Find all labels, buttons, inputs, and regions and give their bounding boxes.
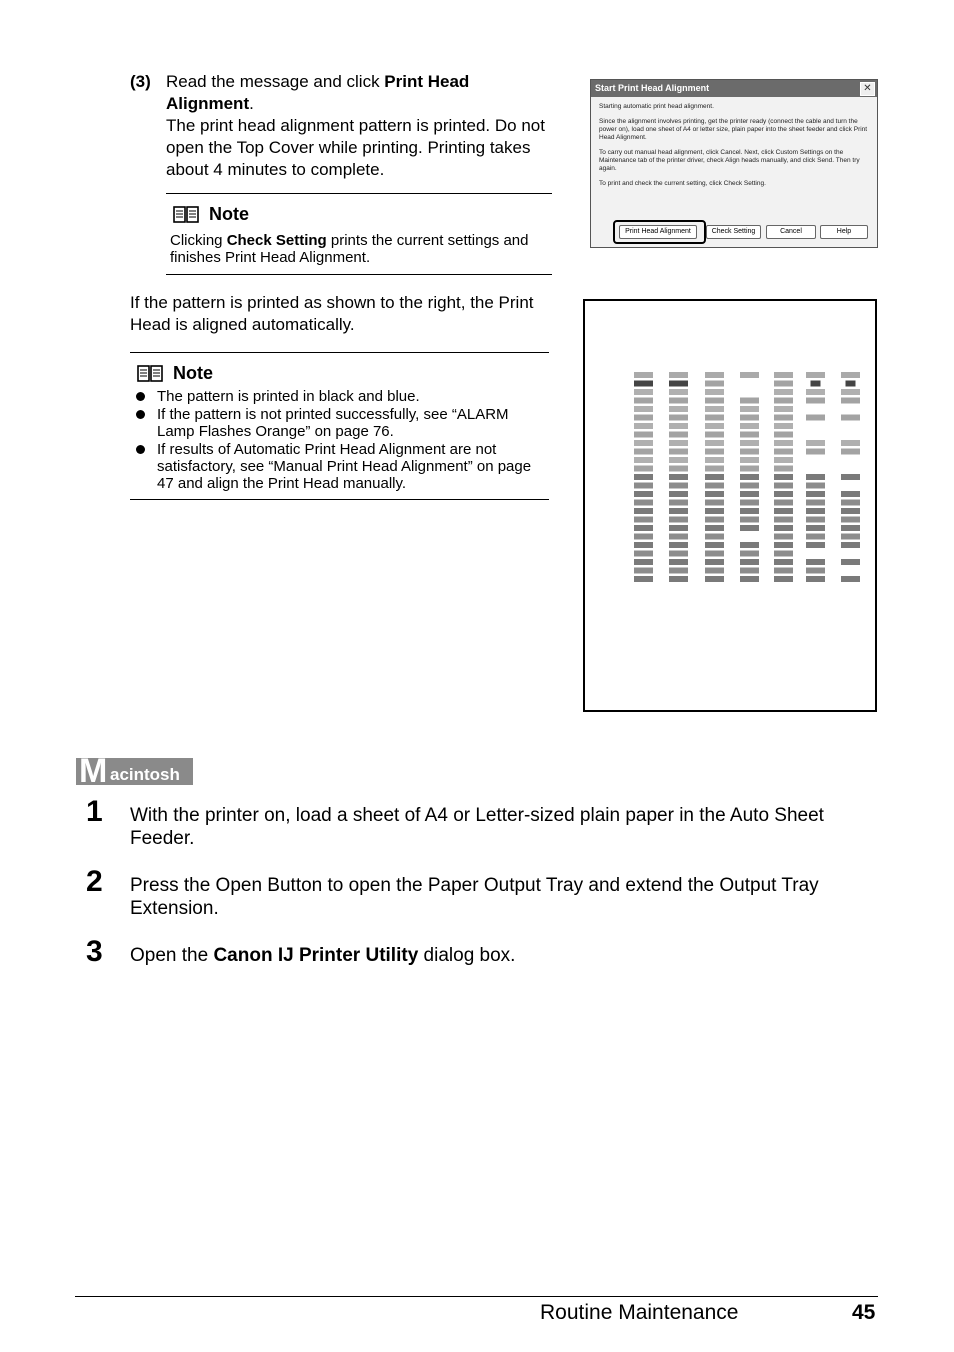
footer-rule — [75, 1296, 878, 1297]
pattern-block — [841, 534, 860, 540]
pattern-block — [806, 491, 825, 497]
print-head-alignment-button[interactable]: Print Head Alignment — [619, 225, 697, 239]
footer-section-title: Routine Maintenance — [540, 1301, 739, 1324]
dialog-title-bar — [591, 80, 877, 97]
pattern-block — [705, 406, 724, 412]
pattern-block — [669, 398, 688, 404]
pattern-block — [669, 491, 688, 497]
pattern-block — [841, 517, 860, 523]
note2-bottom-rule — [130, 499, 549, 500]
pattern-block — [740, 517, 759, 523]
dialog-title: Start Print Head Alignment — [595, 83, 710, 93]
pattern-block — [634, 372, 653, 378]
note1-button-ref: Check Setting — [226, 232, 327, 249]
pattern-block — [705, 491, 724, 497]
substep-number: (3) — [130, 72, 151, 91]
mac-tag-rest: acintosh — [110, 765, 180, 784]
pattern-block — [669, 517, 688, 523]
pattern-block — [634, 517, 653, 523]
book-icon — [137, 365, 163, 382]
pattern-block — [841, 474, 860, 480]
pattern-block — [705, 474, 724, 480]
pattern-block — [634, 551, 653, 557]
pattern-block — [634, 576, 653, 582]
pattern-block — [634, 525, 653, 531]
pattern-block — [841, 389, 860, 395]
pattern-block — [740, 483, 759, 489]
note2-list — [130, 388, 545, 493]
pattern-block — [774, 449, 793, 455]
pattern-block — [841, 525, 860, 531]
pattern-block — [634, 406, 653, 412]
pattern-block — [774, 534, 793, 540]
step-text: Press the Open Button to open the Paper Output Tray and extend the Output Tray Extension. — [130, 875, 819, 919]
note1-header — [173, 204, 249, 225]
pattern-block — [705, 423, 724, 429]
pattern-block — [740, 406, 759, 412]
pattern-block — [740, 491, 759, 497]
pattern-block — [705, 542, 724, 548]
pattern-block — [669, 432, 688, 438]
mac-tag-initial: M — [79, 752, 108, 790]
pattern-block — [634, 559, 653, 565]
pattern-block — [634, 415, 653, 421]
pattern-block — [806, 534, 825, 540]
cancel-button[interactable]: Cancel — [766, 225, 816, 239]
pattern-block — [806, 568, 825, 574]
pattern-block — [705, 500, 724, 506]
pattern-block — [634, 508, 653, 514]
pattern-block — [774, 406, 793, 412]
note2-header — [137, 363, 213, 384]
pattern-block — [705, 381, 724, 387]
pattern-block — [774, 457, 793, 463]
pattern-block — [841, 542, 860, 548]
pattern-block — [705, 457, 724, 463]
pattern-block — [806, 483, 825, 489]
pattern-block — [740, 432, 759, 438]
dialog-body — [591, 97, 877, 201]
pattern-block — [669, 559, 688, 565]
pattern-block — [705, 534, 724, 540]
pattern-block — [705, 389, 724, 395]
pattern-block — [806, 525, 825, 531]
pattern-block — [669, 525, 688, 531]
pattern-block — [774, 372, 793, 378]
pattern-block — [774, 491, 793, 497]
step-text-post: dialog box. — [418, 945, 516, 966]
step-text — [130, 944, 890, 967]
page-number: 45 — [852, 1301, 876, 1324]
pattern-block — [634, 483, 653, 489]
pattern-block — [841, 576, 860, 582]
pattern-block — [705, 508, 724, 514]
pattern-block — [634, 449, 653, 455]
alignment-pattern-illustration — [583, 299, 877, 712]
pattern-block — [740, 559, 759, 565]
pattern-block — [806, 474, 825, 480]
pattern-block — [740, 525, 759, 531]
pattern-block — [811, 381, 821, 387]
pattern-block — [634, 474, 653, 480]
pattern-block — [705, 517, 724, 523]
note2-top-rule — [130, 352, 549, 353]
book-icon — [173, 206, 199, 223]
pattern-block — [774, 432, 793, 438]
pattern-block — [705, 568, 724, 574]
pattern-block — [774, 398, 793, 404]
pattern-block — [740, 466, 759, 472]
pattern-block — [669, 389, 688, 395]
pattern-block — [740, 457, 759, 463]
pattern-block — [669, 466, 688, 472]
substep-period: . — [249, 94, 254, 113]
pattern-block — [774, 474, 793, 480]
pattern-block — [806, 398, 825, 404]
list-item: The pattern is printed in black and blue. — [130, 388, 545, 405]
note1-text — [170, 232, 552, 266]
step-text: With the printer on, load a sheet of A4 or Letter-sized plain paper in the Auto Sheet Feeder. — [130, 805, 824, 849]
pattern-block — [774, 423, 793, 429]
pattern-block — [634, 466, 653, 472]
note1-text-post: prints the current settings and finishes Print Head Alignment. — [170, 232, 529, 266]
step-number: 1 — [86, 795, 103, 828]
note1-top-rule — [166, 193, 552, 194]
pattern-block — [705, 576, 724, 582]
pattern-block — [774, 381, 793, 387]
pattern-block — [806, 415, 825, 421]
pattern-block — [740, 474, 759, 480]
substep-instruction: Read the message and click — [166, 72, 385, 91]
pattern-block — [705, 398, 724, 404]
pattern-block — [634, 423, 653, 429]
pattern-block — [774, 525, 793, 531]
pattern-block — [740, 372, 759, 378]
pattern-block — [774, 559, 793, 565]
pattern-block — [806, 542, 825, 548]
list-item: If the pattern is not printed successfully, see “ALARM Lamp Flashes Orange” on page 76. — [130, 406, 545, 440]
pattern-block — [806, 508, 825, 514]
pattern-block — [841, 449, 860, 455]
pattern-block — [740, 500, 759, 506]
pattern-block — [669, 423, 688, 429]
list-item: If results of Automatic Print Head Alignment are not satisfactory, see “Manual Print Head Alignment” on page 47 and align the Print Head manually. — [130, 441, 545, 492]
pattern-block — [669, 542, 688, 548]
pattern-block — [740, 542, 759, 548]
pattern-block — [740, 551, 759, 557]
pattern-block — [705, 449, 724, 455]
dialog-paragraph: Since the alignment involves printing, get the printer ready (connect the cable and turn the power on), load one sheet of A4 or letter size, plain paper into the sheet feeder and click Print Head Alignment. — [599, 118, 868, 141]
pattern-block — [774, 440, 793, 446]
pattern-block — [774, 415, 793, 421]
pattern-block — [669, 508, 688, 514]
pattern-block — [669, 372, 688, 378]
pattern-block — [669, 483, 688, 489]
pattern-block — [634, 398, 653, 404]
pattern-block — [774, 483, 793, 489]
pattern-block — [740, 568, 759, 574]
pattern-block — [774, 576, 793, 582]
dialog-paragraph: To carry out manual head alignment, click Cancel. Next, click Custom Settings on the Maintenance tab of the printer driver, check Align heads manually, and click Send. Then try again. — [599, 149, 860, 172]
pattern-block — [669, 568, 688, 574]
pattern-block — [774, 500, 793, 506]
pattern-block — [634, 568, 653, 574]
pattern-block — [634, 500, 653, 506]
pattern-block — [669, 457, 688, 463]
pattern-block — [740, 440, 759, 446]
pattern-block — [841, 372, 860, 378]
pattern-block — [846, 381, 856, 387]
pattern-block — [669, 449, 688, 455]
step-number: 3 — [86, 935, 103, 968]
pattern-block — [669, 534, 688, 540]
pattern-description: If the pattern is printed as shown to the right, the Print Head is aligned automatically. — [130, 293, 534, 334]
pattern-block — [669, 551, 688, 557]
pattern-block — [774, 551, 793, 557]
pattern-block — [669, 500, 688, 506]
pattern-block — [705, 440, 724, 446]
note2-title: Note — [173, 363, 213, 383]
pattern-block — [669, 474, 688, 480]
pattern-block — [634, 440, 653, 446]
pattern-block — [634, 389, 653, 395]
start-print-head-alignment-dialog — [590, 79, 878, 248]
pattern-block — [705, 372, 724, 378]
pattern-block — [740, 423, 759, 429]
step-text-pre: Open the — [130, 945, 214, 966]
pattern-block — [806, 449, 825, 455]
macintosh-section-tag — [76, 752, 193, 790]
pattern-block — [774, 517, 793, 523]
alignment-pattern — [585, 301, 875, 710]
pattern-block — [841, 559, 860, 565]
pattern-block — [634, 432, 653, 438]
pattern-block — [740, 576, 759, 582]
pattern-block — [669, 440, 688, 446]
pattern-block — [634, 534, 653, 540]
pattern-block — [705, 551, 724, 557]
note1-bottom-rule — [166, 274, 552, 275]
pattern-block — [705, 432, 724, 438]
pattern-block — [806, 500, 825, 506]
pattern-block — [806, 372, 825, 378]
pattern-block — [634, 381, 653, 387]
pattern-block — [634, 491, 653, 497]
pattern-block — [806, 517, 825, 523]
note1-text-pre: Clicking — [170, 232, 227, 249]
pattern-block — [806, 559, 825, 565]
pattern-block — [705, 559, 724, 565]
pattern-block — [740, 398, 759, 404]
pattern-block — [841, 440, 860, 446]
pattern-block — [669, 415, 688, 421]
pattern-block — [774, 508, 793, 514]
substep-body: The print head alignment pattern is printed. Do not open the Top Cover while printing. Printing takes about 4 minutes to complete. — [166, 116, 545, 179]
close-icon[interactable]: ✕ — [860, 82, 875, 96]
pattern-block — [806, 576, 825, 582]
pattern-block — [705, 483, 724, 489]
pattern-block — [705, 415, 724, 421]
pattern-block — [841, 500, 860, 506]
pattern-block — [841, 491, 860, 497]
step-dialog-ref: Canon IJ Printer Utility — [213, 945, 419, 966]
pattern-block — [740, 449, 759, 455]
pattern-block — [634, 457, 653, 463]
pattern-block — [634, 542, 653, 548]
step-number: 2 — [86, 865, 103, 898]
pattern-block — [740, 415, 759, 421]
pattern-block — [841, 415, 860, 421]
note1-title: Note — [209, 204, 249, 224]
check-setting-button[interactable]: Check Setting — [706, 225, 761, 239]
pattern-block — [841, 398, 860, 404]
pattern-block — [669, 406, 688, 412]
pattern-block — [841, 508, 860, 514]
pattern-block — [740, 508, 759, 514]
pattern-block — [774, 466, 793, 472]
pattern-block — [705, 525, 724, 531]
pattern-block — [669, 381, 688, 387]
dialog-paragraph: Starting automatic print head alignment. — [599, 103, 714, 110]
pattern-block — [806, 440, 825, 446]
help-button[interactable]: Help — [820, 225, 868, 239]
pattern-block — [774, 389, 793, 395]
substep-text — [166, 71, 556, 181]
pattern-block — [806, 389, 825, 395]
pattern-block — [774, 542, 793, 548]
pattern-block — [669, 576, 688, 582]
dialog-paragraph: To print and check the current setting, click Check Setting. — [599, 180, 766, 187]
pattern-block — [705, 466, 724, 472]
pattern-block — [774, 568, 793, 574]
substep-button-ref: Print Head Alignment — [166, 72, 470, 113]
